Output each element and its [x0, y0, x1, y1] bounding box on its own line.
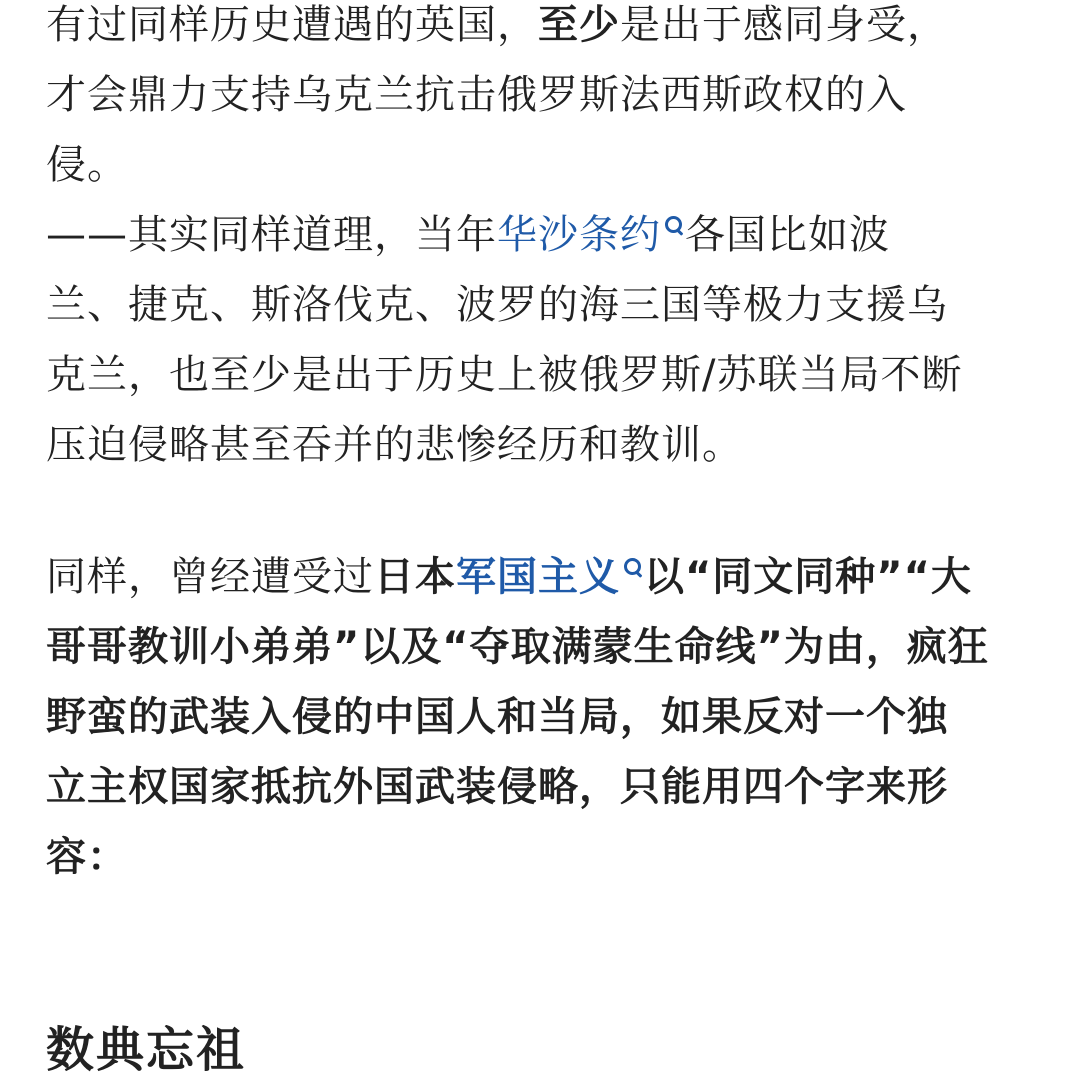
- bold-text: 哥哥教训小弟弟”以及“夺取满蒙生命线”为由，疯狂: [46, 624, 989, 670]
- paragraph-2-line-2: [46, 280, 948, 330]
- text-span: 各国比如波: [685, 212, 890, 258]
- paragraph-3-line-2: [46, 622, 989, 672]
- link-warsaw-pact[interactable]: 华沙条约: [497, 212, 661, 258]
- bold-text-at-least: 至少: [538, 2, 620, 48]
- paragraph-2-line-4: [46, 420, 743, 470]
- paragraph-3-line-5: [46, 832, 128, 882]
- text-span: 同样，曾经遭受过: [46, 554, 374, 600]
- paragraph-3-line-1: [46, 552, 972, 602]
- paragraph-1-line-1: [46, 0, 948, 50]
- paragraph-3-line-3: [46, 692, 948, 742]
- bold-text: 野蛮的武装入侵的中国人和当局，如果反对一个独: [46, 694, 948, 740]
- paragraph-2-line-1: [46, 210, 890, 260]
- paragraph-2-line-3: [46, 350, 962, 400]
- text-span: 是出于感同身受，: [620, 2, 948, 48]
- text-span: 压迫侵略甚至吞并的悲惨经历和教训。: [46, 422, 743, 468]
- paragraph-1-line-3: [46, 140, 128, 190]
- text-span: 克兰，也至少是出于历史上被俄罗斯/苏联当局不断: [46, 352, 963, 398]
- bold-text-japan: 日本: [374, 554, 456, 600]
- text-span: 兰、捷克、斯洛伐克、波罗的海三国等极力支援乌: [46, 282, 948, 328]
- search-icon[interactable]: [622, 556, 642, 578]
- text-span: ——其实同样道理，当年: [46, 212, 497, 258]
- bold-text: 立主权国家抵抗外国武装侵略，只能用四个字来形: [46, 764, 948, 810]
- text-span: 才会鼎力支持乌克兰抗击俄罗斯法西斯政权的入: [46, 72, 907, 118]
- paragraph-3-line-4: [46, 762, 948, 812]
- bold-text: 以“同文同种”“大: [644, 554, 972, 600]
- search-icon[interactable]: [663, 214, 683, 236]
- link-militarism[interactable]: 军国主义: [456, 554, 620, 600]
- text-span: 有过同样历史遭遇的英国，: [46, 2, 538, 48]
- paragraph-1-line-2: [46, 70, 907, 120]
- bold-text: 容：: [46, 834, 128, 880]
- section-heading: 数典忘祖: [46, 1022, 247, 1078]
- text-span: 侵。: [46, 142, 128, 188]
